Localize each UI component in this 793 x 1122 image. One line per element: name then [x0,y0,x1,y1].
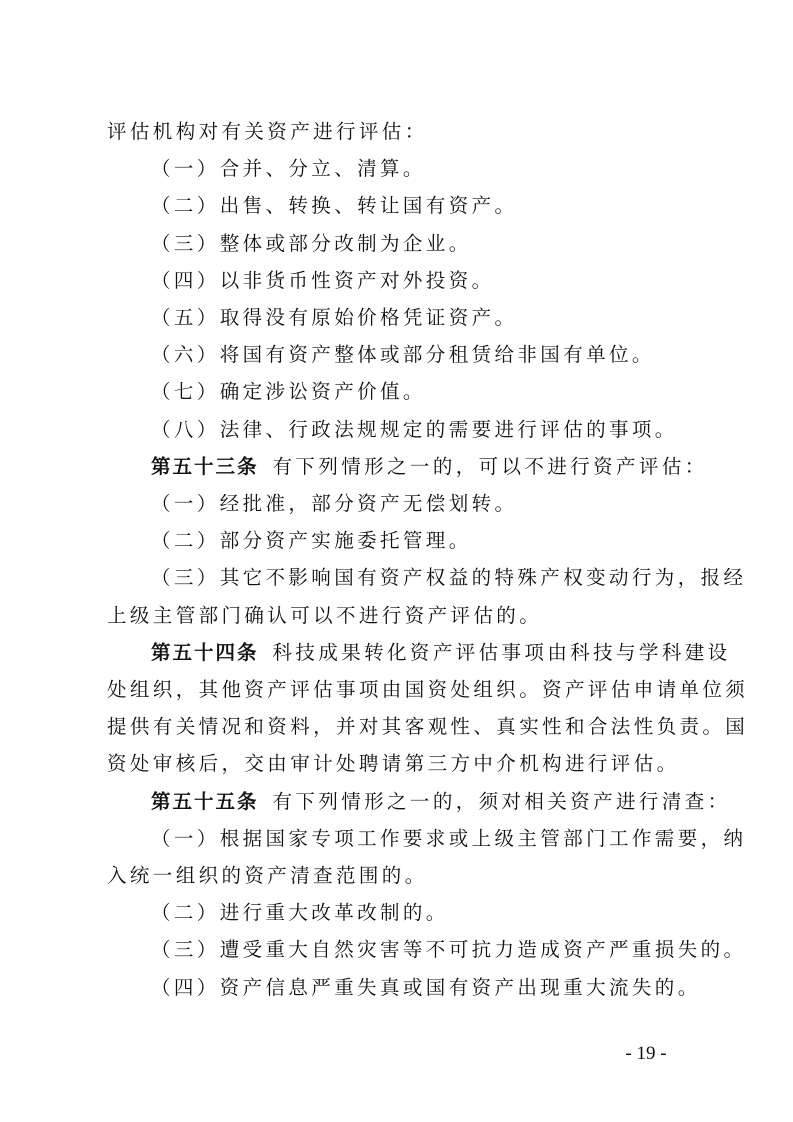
text-line [0,448,793,485]
text-line [0,336,793,373]
text-line [0,671,793,708]
page-number: - 19 - [625,1043,667,1064]
line-text: （二）出售、转换、转让国有资产。 [151,194,518,218]
text-line [0,150,793,187]
line-text: 资处审核后，交由审计处聘请第三方中介机构进行评估。 [107,752,680,776]
text-line [0,113,793,150]
text-line [0,894,793,931]
text-line [0,522,793,559]
justified-line [151,559,747,596]
line-text: （三）遭受重大自然灾害等不可抗力造成资产严重损失的。 [151,938,747,962]
article-number: 第五十四条 [151,640,259,664]
line-text: （一）根据国家专项工作要求或上级主管部门工作需要，纳 [151,826,747,850]
article-number: 第五十五条 [151,789,259,813]
line-text: （三）整体或部分改制为企业。 [151,231,472,255]
line-text: （一）经批准，部分资产无偿划转。 [151,492,518,515]
line-text: （七）确定涉讼资产价值。 [151,380,426,404]
text-line [0,187,793,224]
line-text: 处组织，其他资产评估事项由国资处组织。资产评估申请单位须 [107,678,749,701]
text-line [0,373,793,410]
text-line [0,559,793,596]
text-line [0,857,793,894]
text-line [0,411,793,448]
line-text: （四）以非货币性资产对外投资。 [151,268,495,292]
line-text: （八）法律、行政法规规定的需要进行评估的事项。 [151,417,678,441]
justified-line [151,634,731,671]
line-text: （二）部分资产实施委托管理。 [151,529,472,553]
line-text: （三）其它不影响国有资产权益的特殊产权变动行为，报经 [151,566,747,590]
text-line [0,225,793,262]
line-text: 入统一组织的资产清查范围的。 [107,864,428,887]
line-text: （六）将国有资产整体或部分租赁给非国有单位。 [151,343,655,367]
line-text: （五）取得没有原始价格凭证资产。 [151,306,518,329]
text-line [0,783,793,820]
text-line [0,708,793,745]
text-line [0,262,793,299]
text-line [0,485,793,522]
justified-line [107,671,749,708]
justified-line [151,820,747,857]
article-number: 第五十三条 [151,454,259,478]
text-line [0,969,793,1006]
text-line [0,634,793,671]
text-line [0,931,793,968]
justified-line [107,708,749,745]
line-text: 评估机构对有关资产进行评估： [107,120,428,143]
line-text: 有下列情形之一的，可以不进行资产评估： [272,454,708,478]
line-text: 科技成果转化资产评估事项由科技与学科建设 [272,640,731,664]
line-text: 有下列情形之一的，须对相关资产进行清查： [272,789,731,813]
line-text: 提供有关情况和资料，并对其客观性、真实性和合法性负责。国 [107,715,749,739]
text-line [0,745,793,782]
text-line [0,820,793,857]
line-text: （二）进行重大改革改制的。 [151,901,449,925]
text-line [0,299,793,336]
line-text: （四）资产信息严重失真或国有资产出现重大流失的。 [151,975,701,999]
text-line [0,597,793,634]
line-text: 上级主管部门确认可以不进行资产评估的。 [107,603,543,627]
line-text: （一）合并、分立、清算。 [151,157,426,181]
